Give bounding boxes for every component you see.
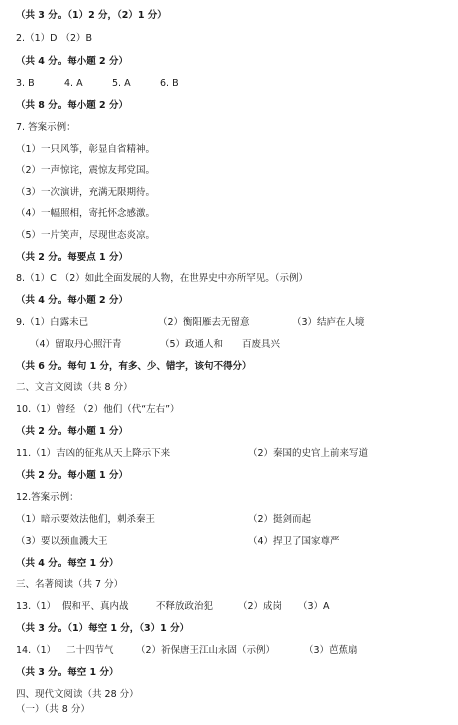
answer-cell: 3. B: [16, 78, 35, 89]
answer-line: （5）一片笑声，尽现世态炎凉。: [16, 230, 156, 241]
score-line: （共 3 分。（1）每空 1 分，（3）1 分）: [16, 623, 190, 634]
score-line: （共 3 分。（1）2 分，（2）1 分）: [16, 10, 167, 21]
score-line: （共 2 分。每小题 1 分）: [16, 426, 128, 437]
answer-cell: 4. A: [64, 78, 83, 89]
answer-line: （4）一幅照相，寄托怀念感激。: [16, 208, 156, 219]
answer-cell: 11.（1）吉凶的征兆从天上降示下来: [16, 448, 171, 459]
answer-cell: 不释放政治犯: [156, 601, 214, 612]
answer-line: （1）一只风筝，彰显自省精神。: [16, 144, 156, 155]
answer-cell: （2）衡阳雁去无留意: [158, 317, 250, 328]
answer-cell: （4）捍卫了国家尊严: [248, 536, 340, 547]
score-line: （共 4 分。每小题 2 分）: [16, 295, 128, 306]
answer-cell: 百废具兴: [242, 339, 281, 350]
answer-cell: （4）留取丹心照汗青: [30, 339, 122, 350]
answer-cell: （3）结庐在人境: [292, 317, 365, 328]
answer-line: （3）一次演讲，充满无限期待。: [16, 187, 156, 198]
answer-cell: 假和平、真内战: [62, 601, 129, 612]
answer-cell: （1）暗示要效法他们，刺杀秦王: [16, 514, 156, 525]
score-line: （共 6 分。每句 1 分，有多、少、错字，该句不得分）: [16, 361, 252, 372]
answer-cell: （3）要以颈血溅大王: [16, 536, 108, 547]
answer-cell: （5）政通人和: [160, 339, 224, 350]
answer-cell: （2）秦国的史官上前来写道: [248, 448, 369, 459]
answer-cell: （3）A: [298, 601, 330, 612]
section-heading: 三、名著阅读（共 7 分）: [16, 579, 124, 590]
score-line: （共 2 分。每小题 1 分）: [16, 470, 128, 481]
answer-line: 2.（1）D （2）B: [16, 33, 93, 44]
answer-line: 7. 答案示例：: [16, 122, 76, 133]
answer-cell: （3）芭蕉扇: [304, 645, 358, 656]
score-line: （共 8 分。每小题 2 分）: [16, 100, 128, 111]
score-line: （共 4 分。每小题 2 分）: [16, 56, 128, 67]
answer-line: 10.（1）曾经 （2）他们（代“左右”）: [16, 404, 180, 415]
answer-cell: 5. A: [112, 78, 131, 89]
answer-cell: 9.（1）白露未已: [16, 317, 89, 328]
answer-line: 8.（1）C （2）如此全面发展的人物，在世界史中亦所罕见。（示例）: [16, 273, 309, 284]
score-line: （共 4 分。每空 1 分）: [16, 558, 119, 569]
answer-cell: （2）成岗: [238, 601, 283, 612]
answer-line: （2）一声惊诧，震惊友邦党国。: [16, 165, 156, 176]
answer-cell: （2）祈保唐王江山永固（示例）: [136, 645, 276, 656]
score-line: （共 3 分。每空 1 分）: [16, 667, 119, 678]
section-heading: 二、文言文阅读（共 8 分）: [16, 382, 133, 393]
answer-cell: （2）挺剑而起: [248, 514, 312, 525]
answer-cell: 13.（1）: [16, 601, 57, 612]
score-line: （共 2 分。每要点 1 分）: [16, 252, 128, 263]
answer-cell: 6. B: [160, 78, 179, 89]
answer-cell: 14.（1）: [16, 645, 57, 656]
answer-line: 12.答案示例：: [16, 492, 79, 503]
section-heading: 四、现代文阅读（共 28 分）: [16, 689, 139, 700]
section-heading: （一）（共 8 分）: [16, 704, 90, 715]
answer-cell: 二十四节气: [66, 645, 114, 656]
